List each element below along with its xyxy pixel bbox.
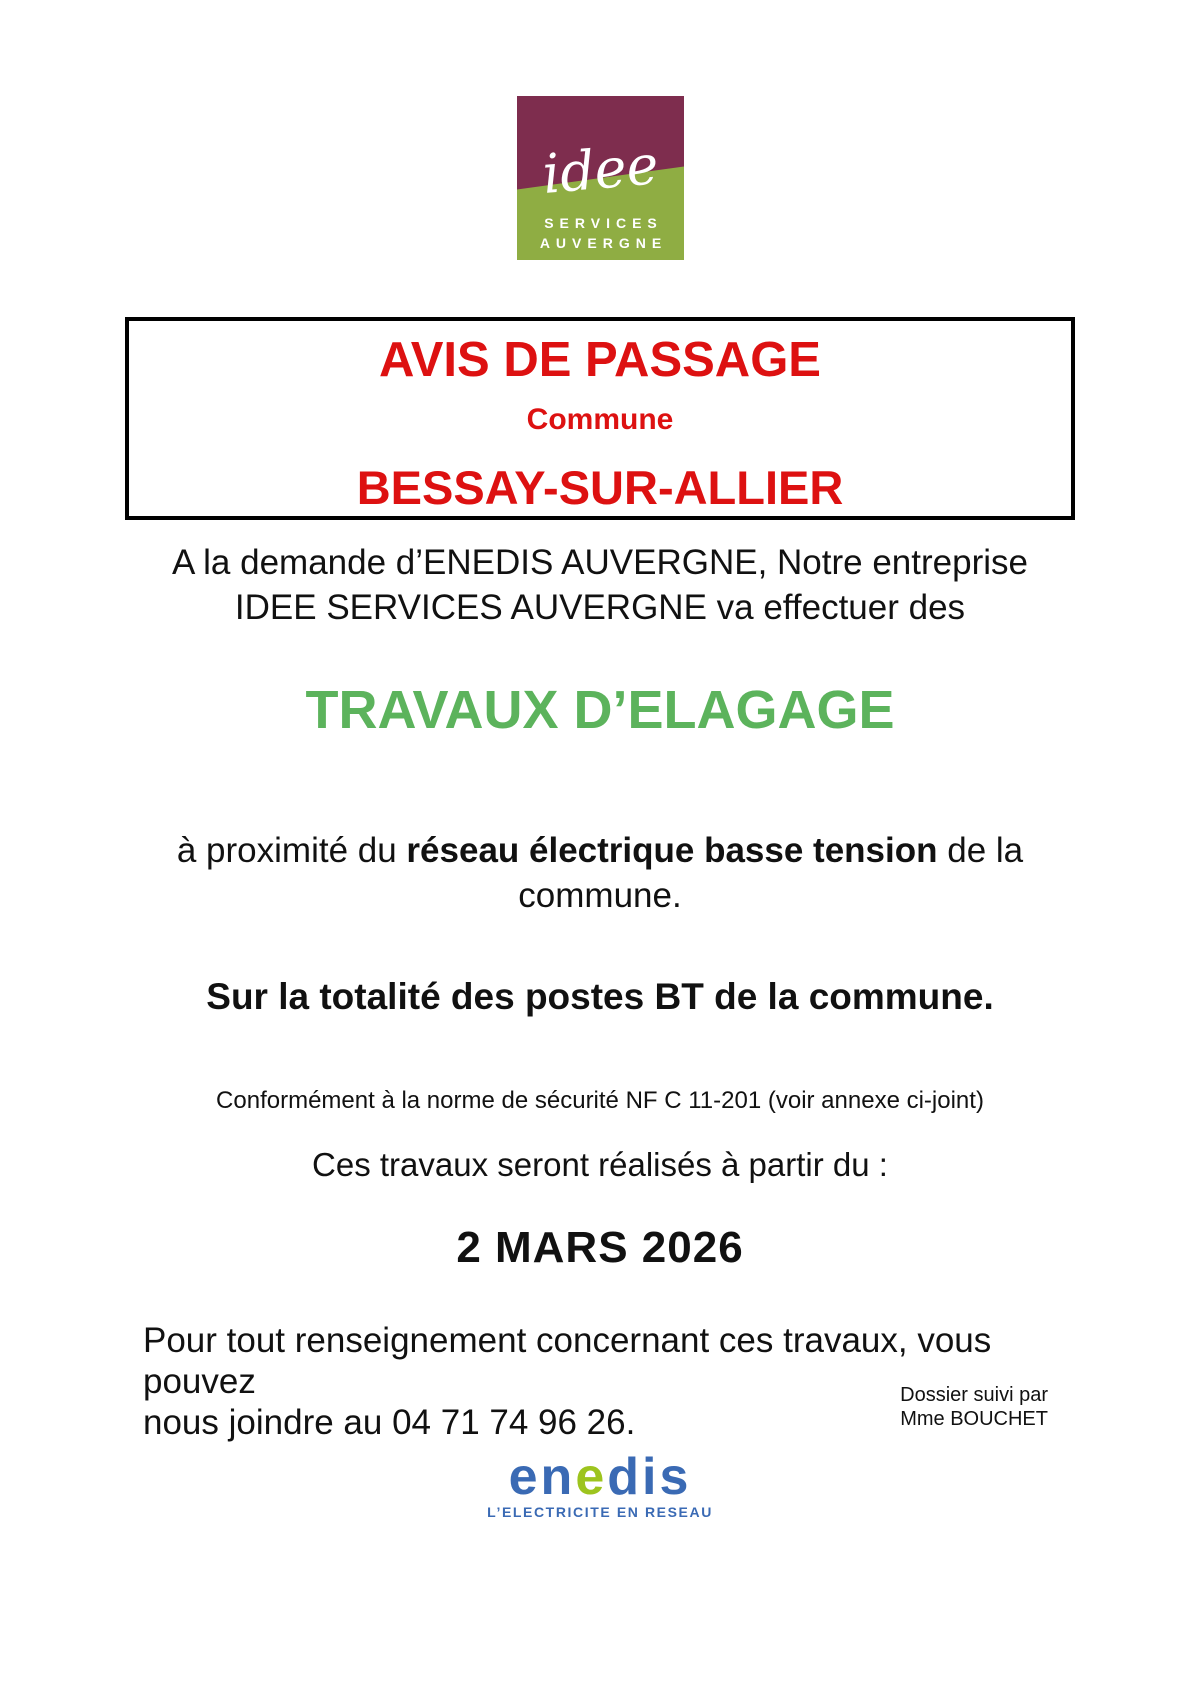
- scope-line: Sur la totalité des postes BT de la commune.: [206, 976, 994, 1017]
- enedis-logo: [0, 1448, 1200, 1520]
- proximity-prefix: à proximité du: [176, 831, 407, 870]
- dossier-block: [900, 1383, 1048, 1431]
- proximity-bold-text: réseau électrique basse tension: [406, 831, 938, 870]
- enedis-wordmark-part1: en: [508, 1448, 576, 1506]
- idee-logo: [517, 96, 684, 260]
- works-title: TRAVAUX D’ELAGAGE: [305, 680, 895, 740]
- dossier-line-2: Mme BOUCHET: [900, 1408, 1048, 1430]
- intro-line-2: IDEE SERVICES AUVERGNE va effectuer des: [234, 588, 966, 627]
- notice-subtitle: Commune: [526, 403, 674, 436]
- contact-line-1: Pour tout renseignement concernant ces travaux, vous pouvez: [143, 1321, 992, 1401]
- enedis-wordmark: [0, 1448, 1200, 1506]
- enedis-wordmark-green-e: e: [575, 1448, 608, 1506]
- start-date: 2 MARS 2026: [456, 1223, 744, 1272]
- dossier-line-1: Dossier suivi par: [900, 1384, 1048, 1406]
- idee-logo-auvergne-label: AUVERGNE: [539, 235, 668, 251]
- contact-line-2: nous joindre au 04 71 74 96 26.: [143, 1403, 636, 1442]
- norm-line: Conformément à la norme de sécurité NF C 11-201 (voir annexe ci-joint): [216, 1087, 984, 1114]
- idee-logo-services-label: SERVICES: [544, 215, 663, 231]
- notice-box: [125, 317, 1075, 520]
- intro-line-1: A la demande d’ENEDIS AUVERGNE, Notre entreprise: [172, 543, 1028, 582]
- enedis-tagline: L’ELECTRICITE EN RESEAU: [487, 1504, 713, 1520]
- idee-logo-wordmark: idee: [540, 133, 661, 206]
- notice-commune-name: BESSAY-SUR-ALLIER: [356, 461, 844, 514]
- enedis-wordmark-part3: dis: [607, 1448, 692, 1506]
- proximity-paragraph: [110, 828, 1090, 918]
- proximity-suffix: de la commune.: [518, 831, 1024, 915]
- intro-paragraph: [0, 540, 1200, 630]
- schedule-line: Ces travaux seront réalisés à partir du :: [312, 1146, 888, 1183]
- notice-title: AVIS DE PASSAGE: [378, 333, 821, 387]
